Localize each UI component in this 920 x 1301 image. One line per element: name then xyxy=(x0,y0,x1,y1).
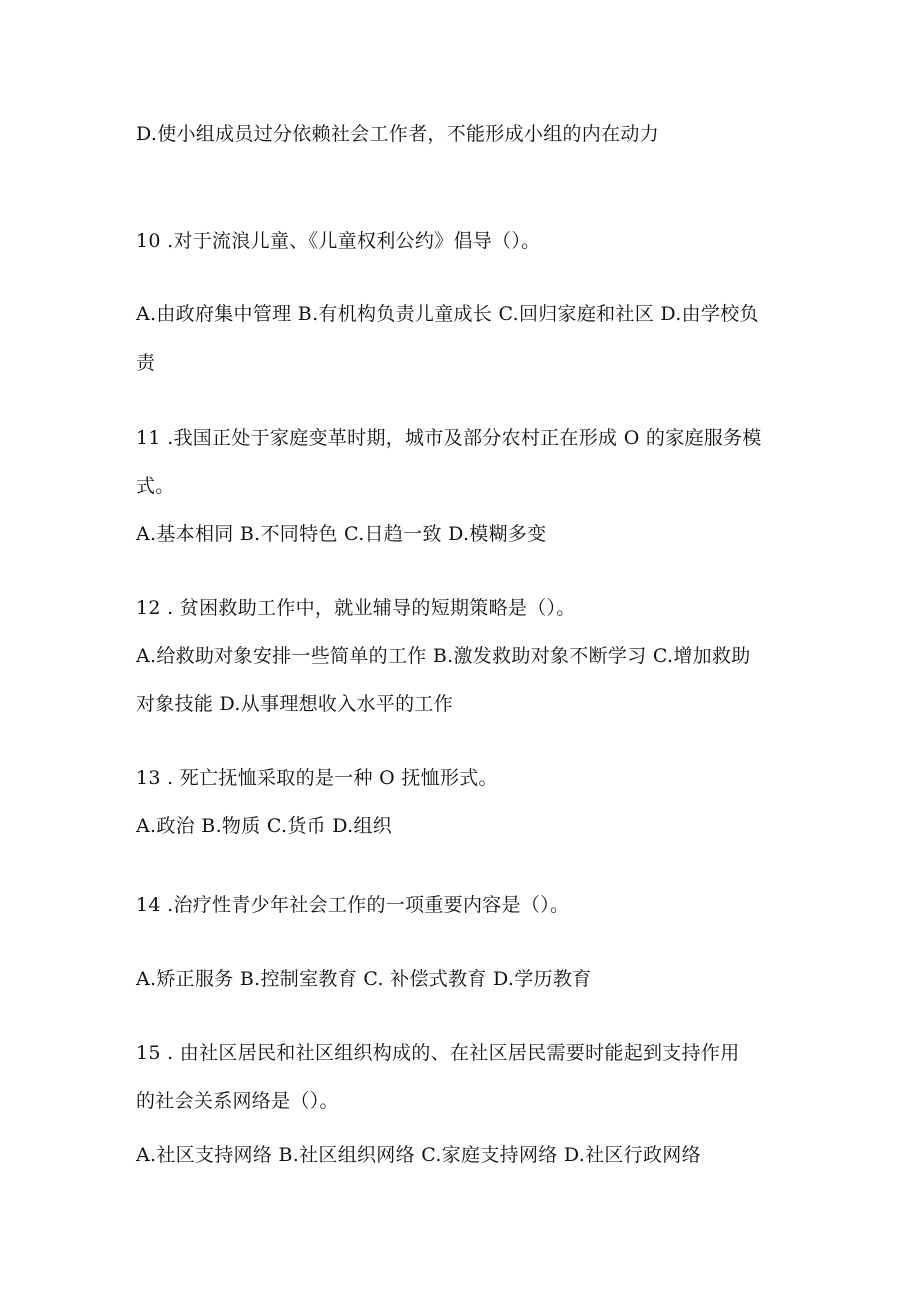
q13-question: 13 . 死亡抚恤采取的是一种 O 抚恤形式。 xyxy=(136,767,498,789)
q11-question-line-2: 式。 xyxy=(136,475,175,497)
q15-question-line-1: 15 . 由社区居民和社区组织构成的、在社区居民需要时能起到支持作用 xyxy=(136,1042,740,1064)
q14-question: 14 .治疗性青少年社会工作的一项重要内容是（）。 xyxy=(136,894,570,916)
q10-options-line-1: A.由政府集中管理 B.有机构负责儿童成长 C.回归家庭和社区 D.由学校负 xyxy=(136,303,759,325)
q9-option-d: D.使小组成员过分依赖社会工作者，不能形成小组的内在动力 xyxy=(136,123,659,145)
q15-options: A.社区支持网络 B.社区组织网络 C.家庭支持网络 D.社区行政网络 xyxy=(136,1144,701,1166)
q11-options: A.基本相同 B.不同特色 C.日趋一致 D.模糊多变 xyxy=(136,523,547,545)
q12-options-line-1: A.给救助对象安排一些简单的工作 B.激发救助对象不断学习 C.增加救助 xyxy=(136,645,751,667)
q13-options: A.政治 B.物质 C.货币 D.组织 xyxy=(136,815,393,837)
q14-options: A.矫正服务 B.控制室教育 C. 补偿式教育 D.学历教育 xyxy=(136,968,592,990)
q10-question: 10 .对于流浪儿童、《儿童权利公约》倡导（）。 xyxy=(136,230,541,252)
q11-question-line-1: 11 .我国正处于家庭变革时期，城市及部分农村正在形成 O 的家庭服务模 xyxy=(136,427,762,449)
q12-options-line-2: 对象技能 D.从事理想收入水平的工作 xyxy=(136,693,454,715)
q10-options-line-2: 责 xyxy=(136,352,156,374)
q15-question-line-2: 的社会关系网络是（）。 xyxy=(136,1090,339,1112)
q12-question: 12 . 贫困救助工作中，就业辅导的短期策略是（）。 xyxy=(136,597,576,619)
